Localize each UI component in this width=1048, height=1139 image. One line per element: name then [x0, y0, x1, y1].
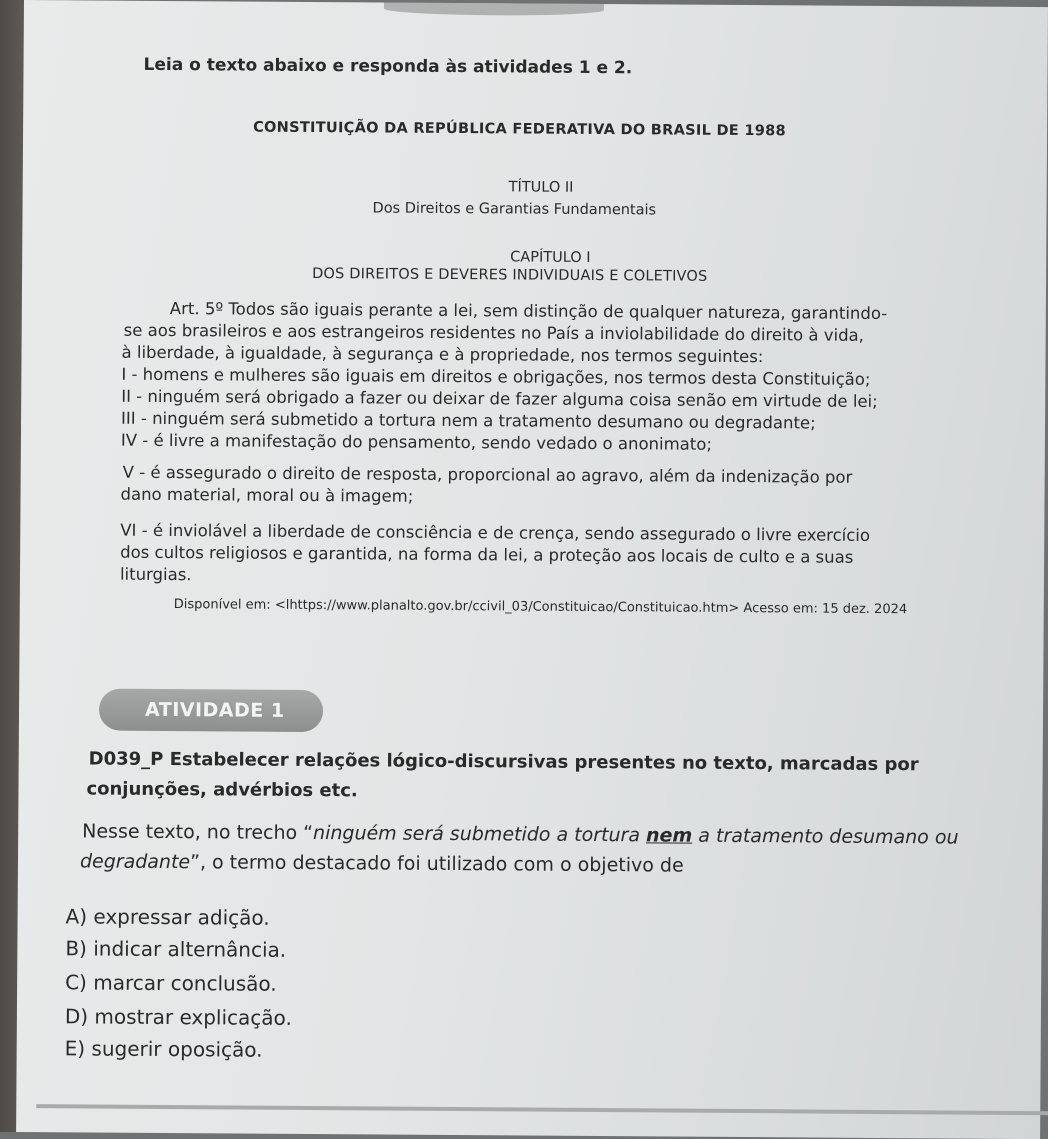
bottom-divider [36, 1104, 1048, 1115]
inciso-v-line: dano material, moral ou à imagem; [120, 484, 414, 506]
answer-option-e: E) sugerir oposição. [64, 1036, 263, 1062]
inciso-iii: III - ninguém será submetido a tortura nem a tratamento desumano ou degradante; [121, 408, 816, 433]
inciso-v-line: V - é assegurado o direito de resposta, proporcional ao agravo, além da indenização por [122, 462, 853, 487]
highlighted-term: nem [645, 824, 693, 847]
source-citation: Disponível em: <lhttps://www.planalto.gov.br/ccivil_03/Constituicao/Constituicao.htm> Acesso em: 15 dez. 2024 [173, 597, 908, 618]
answer-option-c: C) marcar conclusão. [65, 970, 277, 996]
inciso-ii: II - ninguém será obrigado a fazer ou deixar de fazer alguma coisa senão em virtude de lei; [121, 386, 878, 411]
titulo-heading: TÍTULO II [508, 179, 574, 196]
article-line: Art. 5º Todos são iguais perante a lei, sem distinção de qualquer natureza, garantindo- [169, 299, 888, 324]
capitulo-heading: CAPÍTULO I [510, 249, 591, 266]
article-line: à liberdade, à igualdade, à segurança e à propriedade, nos termos seguintes: [121, 342, 764, 367]
answer-option-b: B) indicar alternância. [65, 936, 287, 962]
inciso-vi-line: VI - é inviolável a liberdade de consciência e de crença, sendo assegurado o livre exercício [120, 520, 871, 545]
top-smudge [384, 3, 604, 17]
question-quote: degradante [79, 850, 191, 874]
intro-instruction: Leia o texto abaixo e responda às atividades 1 e 2. [143, 54, 633, 79]
inciso-i: I - homens e mulheres são iguais em direitos e obrigações, nos termos desta Constituição; [121, 364, 871, 389]
answer-option-d: D) mostrar explicação. [64, 1004, 292, 1030]
question-lead: Nesse texto, no trecho “ [82, 820, 314, 845]
question-quote: ninguém será submetido a tortura [312, 822, 647, 847]
inciso-iv: IV - é livre a manifestação do pensamento, sendo vedado o anonimato; [120, 430, 712, 454]
question-quote: a tratamento desumano ou [692, 824, 959, 849]
question-line-1 [82, 820, 959, 848]
law-title: CONSTITUIÇÃO DA REPÚBLICA FEDERATIVA DO BRASIL DE 1988 [253, 119, 787, 140]
activity-badge [99, 689, 323, 733]
article-line: se aos brasileiros e aos estrangeiros residentes no País a inviolabilidade do direito à vida, [123, 320, 865, 345]
question-tail: ”, o termo destacado foi utilizado com o objetivo de [190, 851, 684, 877]
capitulo-subheading: DOS DIREITOS E DEVERES INDIVIDUAIS E COLETIVOS [312, 266, 708, 285]
descriptor-line: conjunções, advérbios etc. [86, 778, 358, 802]
descriptor-line: D039_P Estabelecer relações lógico-discursivas presentes no texto, marcadas por [88, 748, 919, 776]
worksheet-page [16, 0, 1048, 1139]
answer-option-a: A) expressar adição. [65, 904, 270, 930]
activity-badge-label: ATIVIDADE 1 [144, 698, 285, 722]
inciso-vi-line: dos cultos religiosos e garantida, na forma da lei, a proteção aos locais de culto e a suas [120, 542, 854, 567]
titulo-subheading: Dos Direitos e Garantias Fundamentais [372, 200, 657, 219]
inciso-vi-line: liturgias. [119, 564, 192, 585]
question-line-2 [80, 850, 684, 876]
